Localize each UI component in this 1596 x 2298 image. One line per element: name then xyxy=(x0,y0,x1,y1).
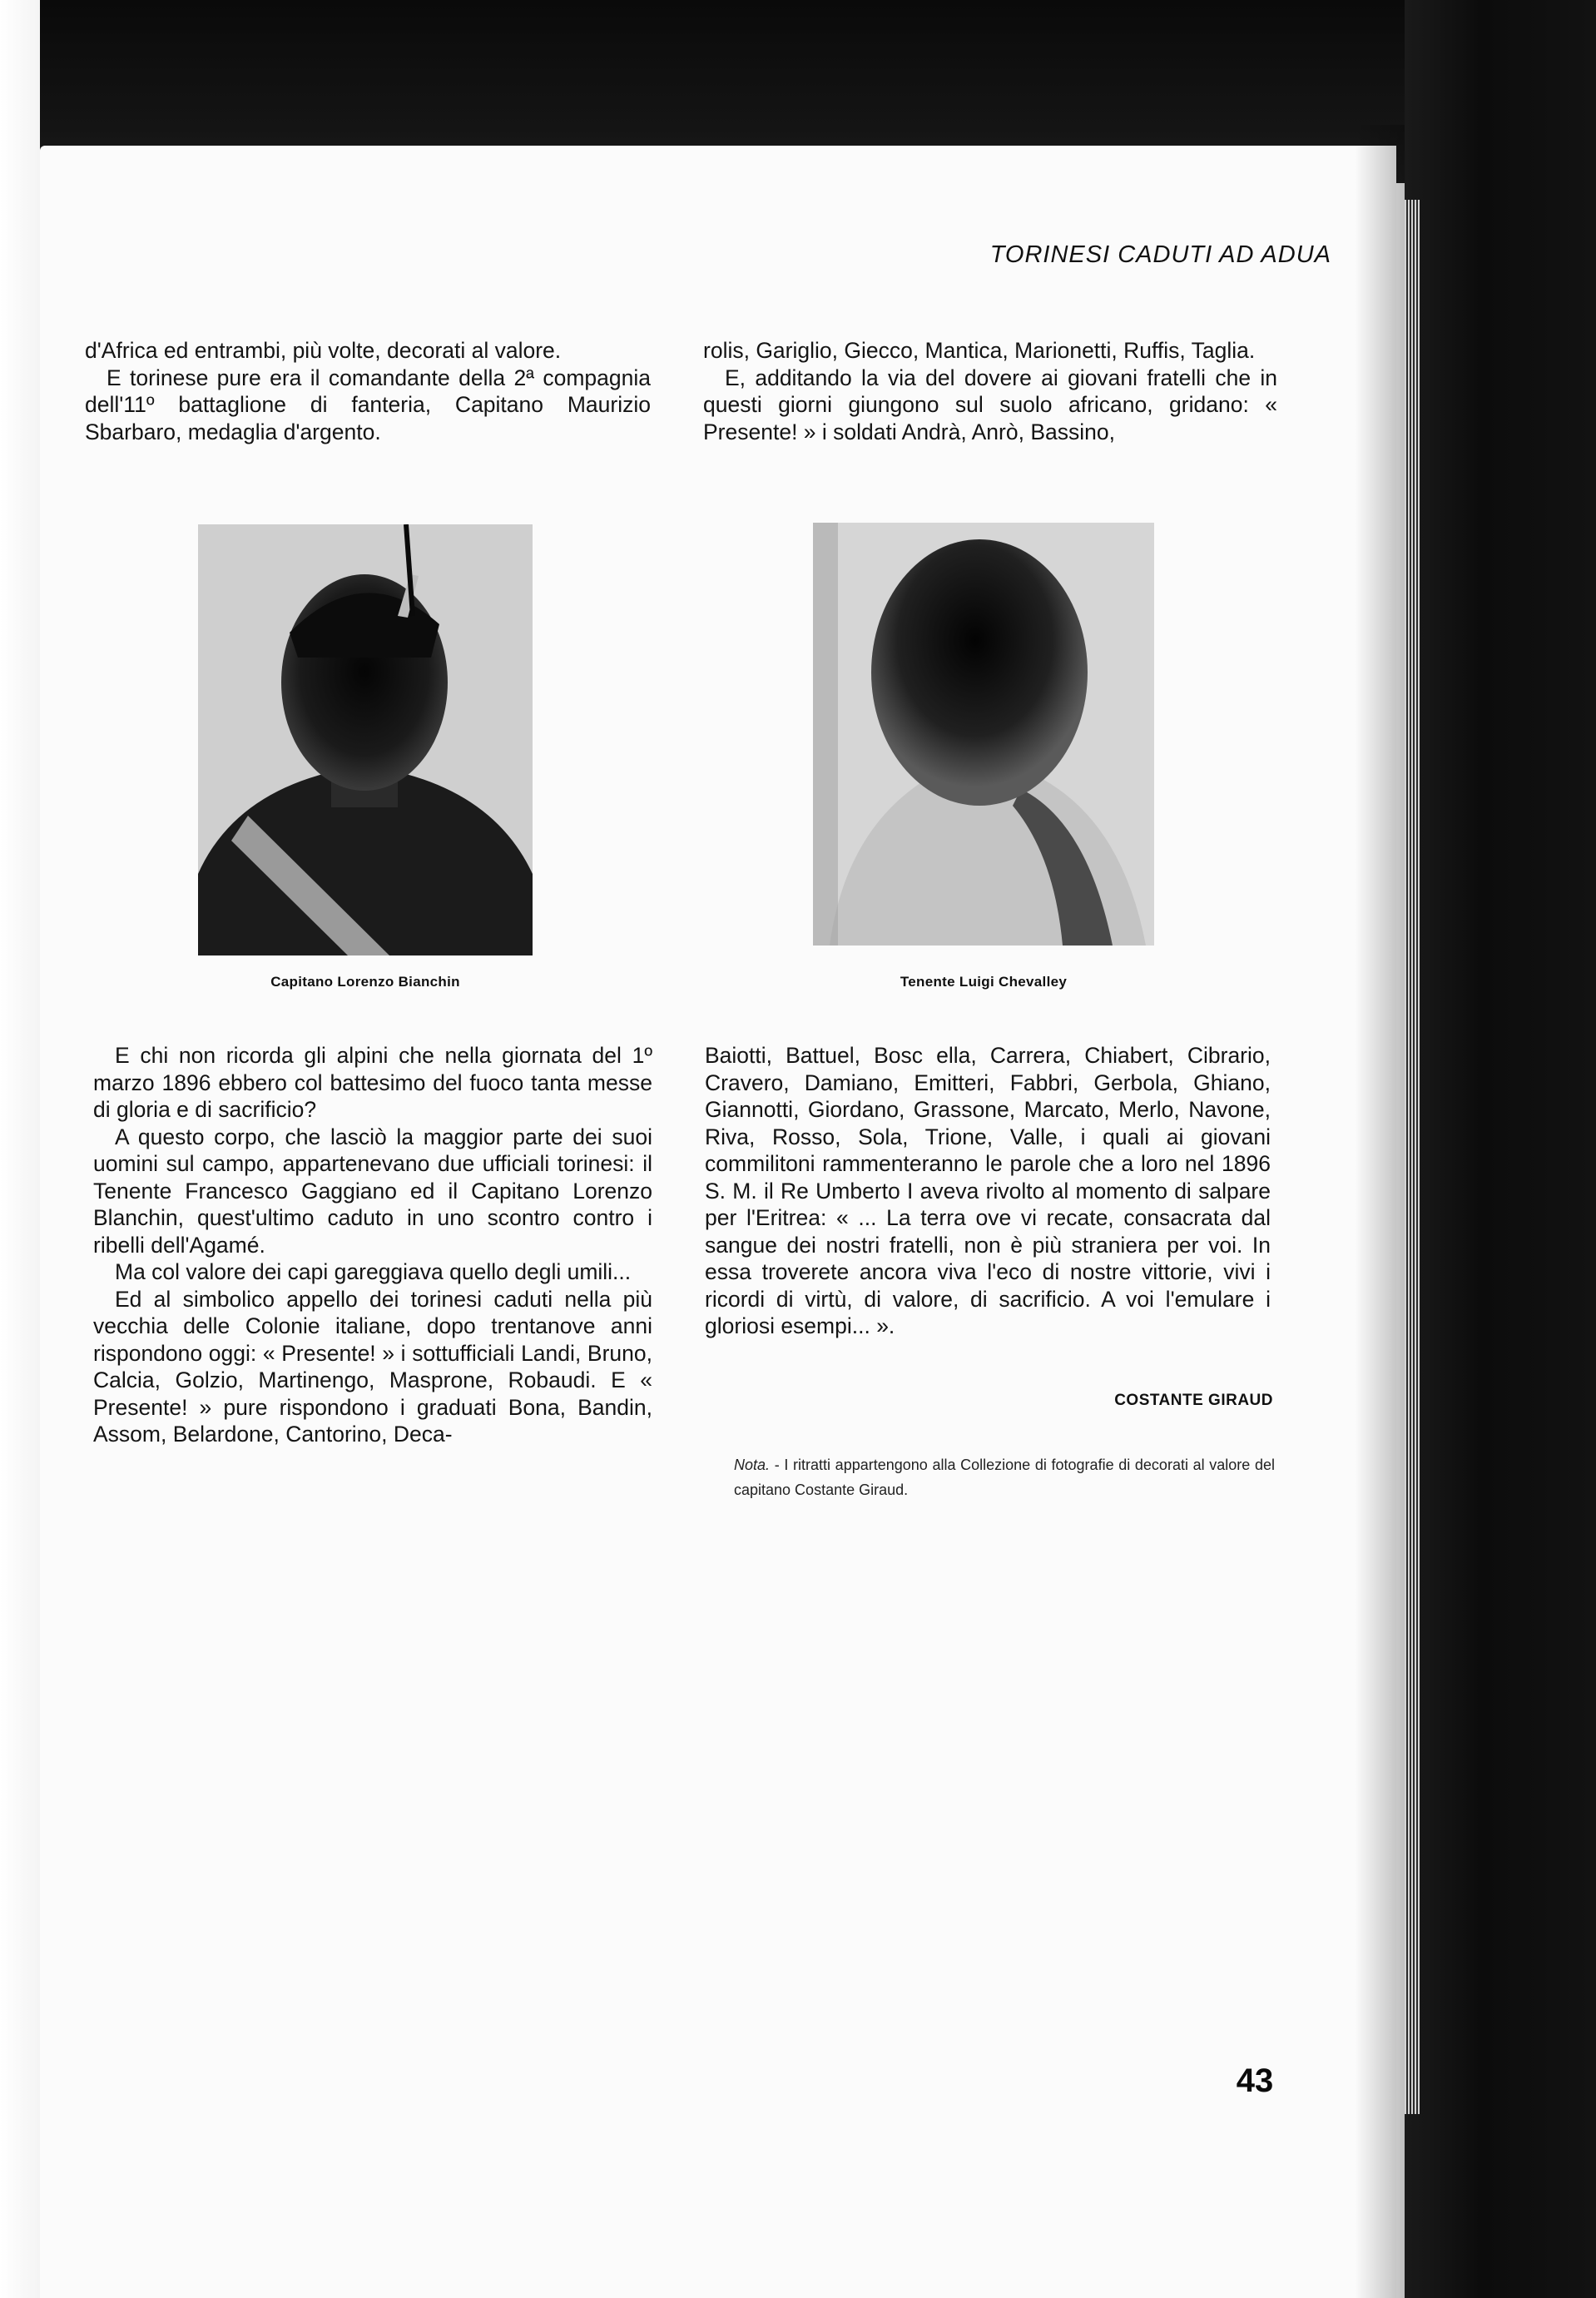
portrait-chevalley-image xyxy=(813,523,1154,946)
book-spine-edge xyxy=(1405,200,1420,2114)
scan-border-right xyxy=(1405,0,1596,2298)
paragraph: Ma col valore dei capi gareggiava quello degli umili... xyxy=(115,1259,632,1284)
paragraph: Baiotti, Battuel, Bosc ella, Carrera, Chiabert, Cibrario, Cravero, Damiano, Emitteri, Fabbri, Gerbola, Ghiano, Giannotti, Giordano, Grassone, Marcato, Merlo, Navone, Riva, Rosso, Sola, Trione, Valle, i quali ai giovani commilitoni rammenteranno le parole che a loro nel 1896 S. M. il Re Umberto I aveva rivolto al momento di salpare per l'Eritrea: « ... La terra ove vi recate, consacrata dal sangue dei nostri fratelli, non è più straniera per voi. In essa troverete ancora viva l'eco di nostre vittorie, vivi i ricordi di virtù, di valore, di sacrificio. A voi l'emulare i gloriosi esempi... ». xyxy=(705,1043,1271,1338)
paragraph: E chi non ricorda gli alpini che nella giornata del 1º marzo 1896 ebbero col battesimo del fuoco tanta messe di gloria e di sacrificio? xyxy=(93,1043,652,1122)
footnote-label: Nota. xyxy=(734,1457,771,1473)
portrait-photo-chevalley xyxy=(813,523,1154,946)
portrait-photo-bianchin xyxy=(198,524,533,955)
scan-border-left xyxy=(0,0,40,2298)
column-top-left xyxy=(85,337,651,445)
photo-caption-right: Tenente Luigi Chevalley xyxy=(900,974,1068,990)
paragraph: Ed al simbolico appello dei torinesi caduti nella più vecchia delle Colonie italiane, dopo trentanove anni rispondono oggi: « Presente! » i sottufficiali Landi, Bruno, Calcia, Golzio, Martinengo, Masprone, Robaudi. E « Presente! » pure rispondono i graduati Bona, Bandin, Assom, Belardone, Cantorino, Deca- xyxy=(93,1286,652,1447)
portrait-bianchin-image xyxy=(198,524,533,955)
author-signature: COSTANTE GIRAUD xyxy=(1114,1392,1273,1409)
paragraph: E, additando la via del dovere ai giovani fratelli che in questi giorni giungono sul suolo africano, gridano: « Presente! » i soldati Andrà, Anrò, Bassino, xyxy=(703,365,1277,444)
running-header: TORINESI CADUTI AD ADUA xyxy=(989,241,1331,268)
column-bottom-right xyxy=(705,1043,1271,1340)
paragraph: rolis, Gariglio, Giecco, Mantica, Marionetti, Ruffis, Taglia. xyxy=(703,338,1256,363)
page-curl-shadow xyxy=(1355,125,1405,2298)
photo-caption-left: Capitano Lorenzo Bianchin xyxy=(270,974,460,990)
paragraph: d'Africa ed entrambi, più volte, decorati al valore. xyxy=(85,338,562,363)
paragraph: E torinese pure era il comandante della 2ª compagnia dell'11º battaglione di fanteria, Capitano Maurizio Sbarbaro, medaglia d'argento. xyxy=(85,365,651,444)
column-bottom-left xyxy=(93,1042,652,1448)
page-number: 43 xyxy=(1236,2062,1274,2099)
column-top-right xyxy=(703,337,1277,445)
paragraph: A questo corpo, che lasciò la maggior parte dei suoi uomini sul campo, appartenevano due ufficiali torinesi: il Tenente Francesco Gaggiano ed il Capitano Lorenzo Blanchin, quest'ultimo caduto in uno scontro contro i ribelli dell'Agamé. xyxy=(93,1124,652,1258)
footnote-text: - I ritratti appartengono alla Collezione di fotografie di decorati al valore del capitano Costante Giraud. xyxy=(734,1457,1275,1498)
footnote xyxy=(734,1452,1275,1502)
